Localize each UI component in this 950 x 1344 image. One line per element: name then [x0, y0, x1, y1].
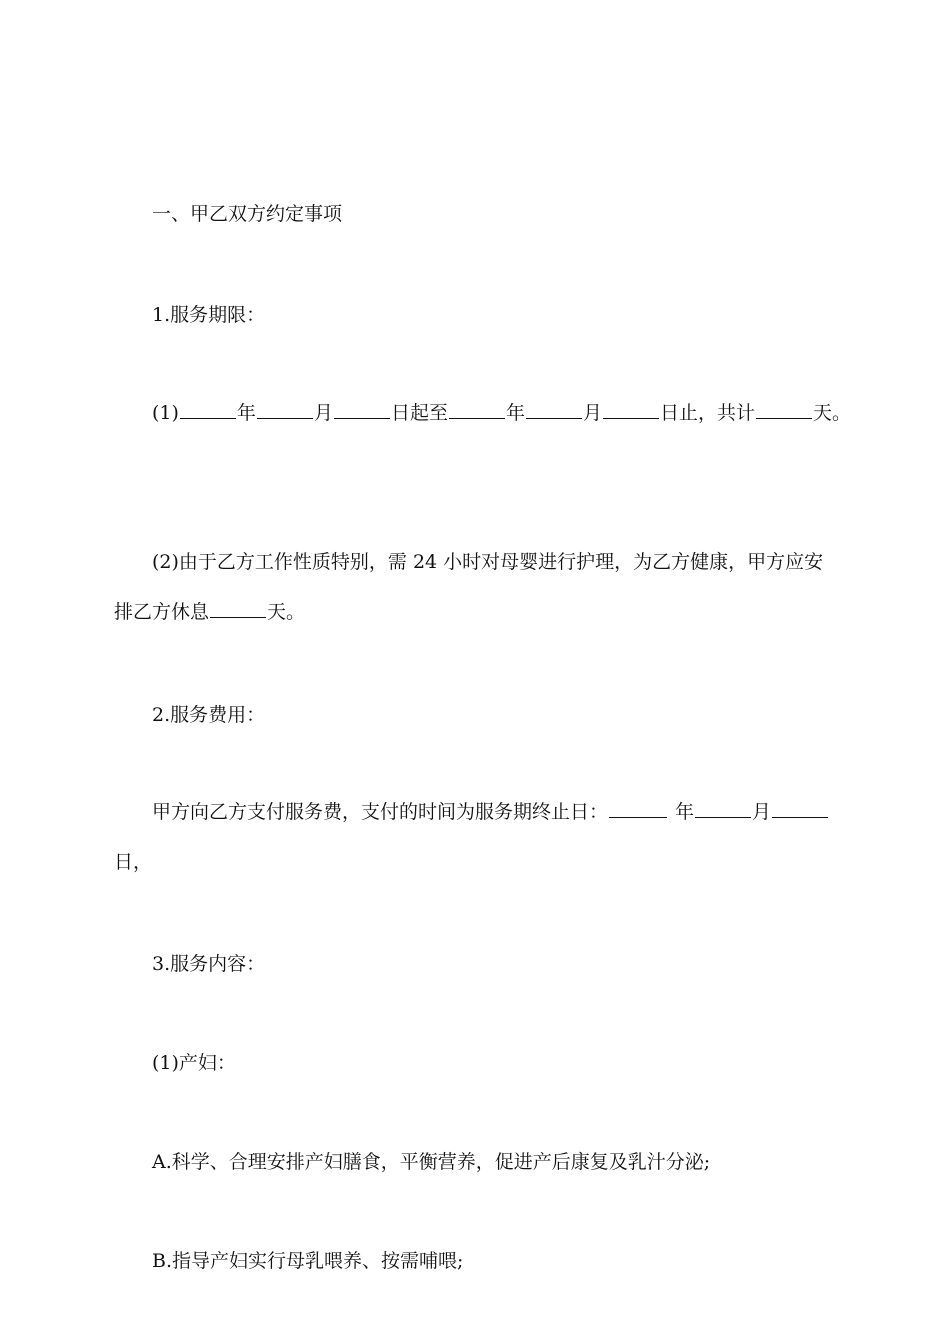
term-item-1-year2: 年	[505, 402, 525, 424]
blank-start-year	[180, 417, 236, 419]
term-item-1	[152, 401, 851, 425]
blank-end-day	[603, 417, 659, 419]
fee-month: 月	[752, 801, 772, 823]
content-heading: 3.服务内容：	[152, 953, 266, 975]
term-item-1-year1: 年	[236, 402, 256, 424]
fee-heading: 2.服务费用：	[152, 704, 266, 726]
fee-line-2: 日，	[114, 851, 153, 873]
term-item-1-days: 天。	[813, 402, 852, 424]
term-item-1-prefix: (1)	[152, 402, 179, 424]
term-item-1-day-to: 日止，共计	[660, 402, 756, 424]
blank-end-month	[526, 417, 582, 419]
blank-fee-year	[609, 816, 667, 818]
blank-fee-month	[695, 816, 751, 818]
blank-end-year	[449, 417, 505, 419]
section-heading: 一、甲乙双方约定事项	[152, 203, 343, 225]
term-item-2-line-2	[114, 600, 305, 624]
term-heading: 1.服务期限：	[152, 304, 266, 326]
blank-rest-days	[210, 616, 266, 618]
term-item-1-day-from: 日起至	[390, 402, 448, 424]
term-item-1-month1: 月	[313, 402, 333, 424]
term-item-1-month2: 月	[582, 402, 602, 424]
fee-line-1-prefix: 甲方向乙方支付服务费，支付的时间为服务期终止日：	[152, 801, 609, 823]
blank-start-day	[334, 417, 390, 419]
content-item-b: B.指导产妇实行母乳喂养、按需哺喂;	[152, 1250, 464, 1272]
fee-line-1	[152, 800, 829, 824]
content-sub-heading: (1)产妇：	[152, 1052, 236, 1074]
term-item-2-suffix: 天。	[267, 601, 306, 623]
term-item-2-line-1: (2)由于乙方工作性质特别，需 24 小时对母婴进行护理，为乙方健康，甲方应安	[152, 551, 824, 573]
blank-fee-day	[772, 816, 828, 818]
blank-start-month	[257, 417, 313, 419]
term-item-2-prefix: 排乙方休息	[114, 601, 210, 623]
fee-year: 年	[675, 801, 695, 823]
content-item-a: A.科学、合理安排产妇膳食，平衡营养，促进产后康复及乳汁分泌;	[152, 1151, 711, 1173]
blank-total-days	[756, 417, 812, 419]
